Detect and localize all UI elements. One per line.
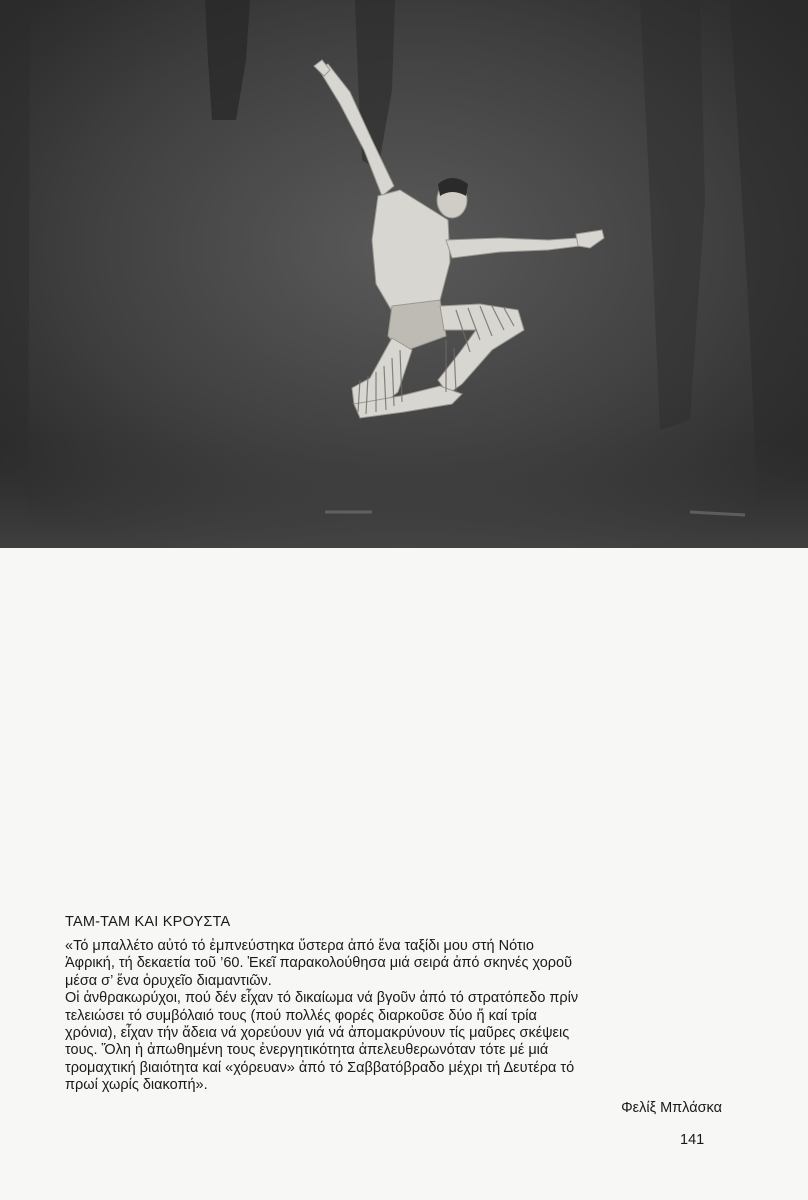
caption-line: πρωί χωρίς διακοπή». bbox=[65, 1077, 208, 1094]
photo-caption bbox=[65, 914, 725, 1116]
caption-line: «Τό μπαλλέτο αὐτό τό ἐμπνεύστηκα ὕστερα ἀπό ἕνα ταξίδι μου στή Νότιο bbox=[65, 938, 534, 954]
caption-quote bbox=[65, 938, 725, 1095]
ballet-dancer-leaping-icon bbox=[0, 0, 808, 548]
caption-line: Οἱ ἀνθρακωρύχοι, πού δέν εἶχαν τό δικαίωμα νά βγοῦν ἀπό τό στρατόπεδο πρίν bbox=[65, 990, 579, 1007]
page-number: 141 bbox=[680, 1132, 705, 1148]
caption-line: Ἀφρική, τή δεκαετία τοῦ ’60. Ἐκεῖ παρακολούθησα μιά σειρά ἀπό σκηνές χοροῦ bbox=[65, 955, 573, 972]
dancer-photo bbox=[0, 0, 808, 548]
author-signature: Φελίξ Μπλάσκα bbox=[621, 1099, 722, 1116]
caption-line: μέσα σ’ ἕνα ὀρυχεῖο διαμαντιῶν. bbox=[65, 972, 272, 989]
caption-title: ΤΑΜ-ΤΑΜ ΚΑΙ ΚΡΟΥΣΤΑ bbox=[65, 914, 231, 930]
caption-line: τελειώσει τό συμβόλαιό τους (πού πολλές φορές διαρκοῦσε δύο ἤ καί τρία bbox=[65, 1007, 537, 1024]
caption-line: τρομαχτική βιαιότητα καί «χόρευαν» ἀπό τό Σαββατόβραδο μέχρι τή Δευτέρα τό bbox=[65, 1059, 575, 1076]
caption-line: τους. Ὅλη ἡ ἀπωθημένη τους ἐνεργητικότητα ἀπελευθερωνόταν τότε μέ μιά bbox=[65, 1042, 549, 1059]
caption-line: χρόνια), εἶχαν τήν ἄδεια νά χορεύουν γιά νά ἀπομακρύνουν τίς μαῦρες σκέψεις bbox=[65, 1025, 570, 1042]
